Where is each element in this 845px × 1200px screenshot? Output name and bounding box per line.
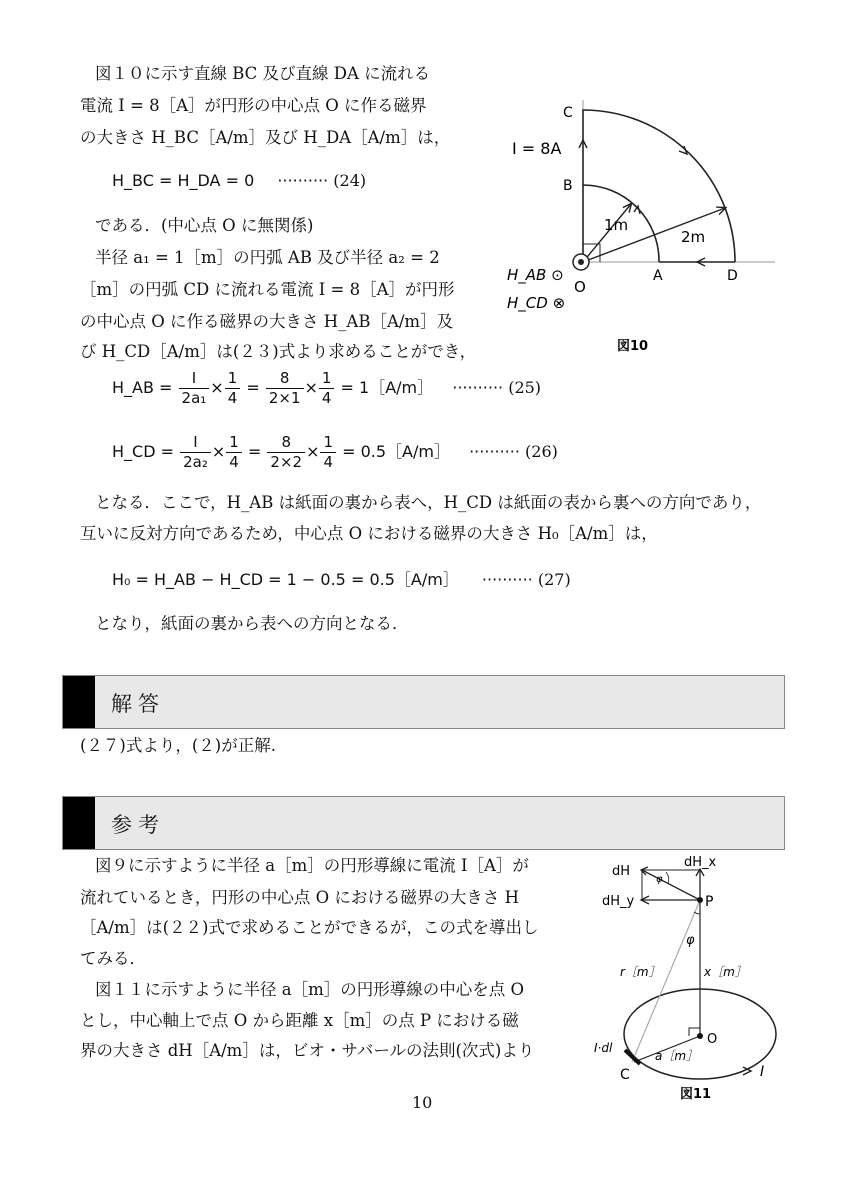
equation-26-rhs: = 0.5［A/m］: [342, 442, 450, 461]
fraction: $\frac{1}{4}$: [320, 434, 336, 471]
figure-10: [495, 85, 785, 370]
equation-25-rhs: = 1［A/m］: [340, 378, 434, 397]
para1-line3: の大きさ H_BC［A/m］及び H_DA［A/m］は，: [80, 128, 451, 147]
fig10-label-C: C: [563, 105, 573, 121]
figure-11: [590, 850, 790, 1110]
equation-25-number: (25): [508, 378, 542, 397]
fig10-caption: 図10: [617, 339, 649, 354]
ref-line3: ［A/m］は(２２)式で求めることができるが，この式を導出し: [80, 918, 539, 937]
section-header-bar: [63, 676, 95, 728]
fig11-label-Idl: I·dl: [594, 1041, 613, 1055]
equation-24-number: (24): [333, 171, 367, 190]
fraction: $\frac{1}{4}$: [319, 370, 335, 407]
line-r: [632, 900, 700, 1062]
equation-27-expr: H₀ = H_AB − H_CD = 1 − 0.5 = 0.5［A/m］: [112, 570, 459, 589]
equation-24-expr: H_BC = H_DA = 0: [112, 171, 255, 190]
fig10-label-A: A: [653, 268, 663, 284]
fraction: $\frac{8}{2\times 2}$: [267, 434, 305, 471]
section-header-reference: [62, 796, 785, 850]
ref-line4: てみる．: [80, 949, 146, 968]
answer-body: (２７)式より，(２)が正解.: [80, 736, 276, 755]
section-title-answer: 解答: [111, 692, 165, 716]
section-header-bar: [63, 797, 95, 849]
para3-line1: となる．ここで，H_AB は紙面の裏から表へ，H_CD は紙面の表から裏への方向であり，: [95, 493, 762, 512]
arc-AB-arrow: [634, 206, 640, 214]
section-header-answer: [62, 675, 785, 729]
fig11-label-P: P: [705, 894, 714, 910]
section-title-reference: 参考: [111, 813, 165, 837]
para3-line2: 互いに反対方向であるため，中心点 O における磁界の大きさ H₀［A/m］は，: [80, 524, 658, 543]
ref-line5: 図１１に示すように半径 a［m］の円形導線の中心を点 O: [95, 980, 524, 999]
fraction: $\frac{1}{4}$: [226, 434, 242, 471]
center-dot: [578, 259, 584, 265]
ref-line6: とし，中心軸上で点 O から距離 x［m］の点 P における磁: [80, 1011, 519, 1030]
fig10-label-current: I = 8A: [512, 139, 562, 158]
outer-arc-CD: [583, 110, 735, 262]
fig11-label-dHy: dH_y: [602, 894, 635, 909]
fig10-label-r1: 1m: [604, 216, 629, 234]
equation-24: [112, 171, 366, 190]
fig10-label-HAB: H_AB ⊙: [507, 266, 564, 284]
para4: となり，紙面の裏から表への方向となる．: [95, 614, 409, 633]
para1-line1: 図１０に示す直線 BC 及び直線 DA に流れる: [95, 64, 431, 83]
equation-24-dots: ··········: [277, 171, 329, 190]
para2-line2: 半径 a₁ = 1［m］の円弧 AB 及び半径 a₂ = 2: [95, 248, 440, 267]
fig10-label-O: O: [574, 278, 586, 296]
equation-27-dots: ··········: [481, 570, 533, 589]
fig11-label-I: I: [760, 1064, 765, 1080]
fig11-label-dH: dH: [612, 864, 631, 879]
fraction: $\frac{I}{\text{2a₁}}$: [179, 370, 210, 407]
equation-26-dots: ··········: [469, 442, 520, 461]
equation-25-lhs: H_AB =: [112, 378, 173, 397]
para1-line2: 電流 I = 8［A］が円形の中心点 O に作る磁界: [80, 96, 427, 115]
ref-line1: 図９に示すように半径 a［m］の円形導線に電流 I［A］が: [95, 856, 529, 875]
equation-26: H_CD = $\frac{I}{\text{2a₂}}$ × $\frac{1}{4}$ = $\frac{8}{2\times 2}$ × $\frac{1}{4}$ = 0.5［A/m］ ·········· (26): [112, 433, 558, 471]
fraction: $\frac{8}{2\times 1}$: [266, 370, 304, 407]
equation-25: H_AB = $\frac{I}{\text{2a₁}}$ × $\frac{1}{4}$ = $\frac{8}{2\times 1}$ × $\frac{1}{4}$ = 1［A/m］ ·········· (25): [112, 369, 542, 407]
fig11-label-phi-small: φ: [656, 874, 663, 885]
point-P: [697, 897, 703, 903]
page-number: 10: [412, 1093, 433, 1112]
fig11-label-x: x［m］: [704, 965, 747, 979]
fraction: $\frac{1}{4}$: [225, 370, 241, 407]
fig11-caption: 図11: [680, 1087, 712, 1102]
fig10-label-r2: 2m: [681, 228, 706, 246]
para2-line3: ［m］の円弧 CD に流れる電流 I = 8［A］が円形: [80, 280, 455, 299]
para2-line1: である．(中心点 O に無関係): [95, 216, 314, 235]
ref-line7: 界の大きさ dH［A/m］は，ビオ・サバールの法則(次式)より: [80, 1041, 535, 1060]
equation-27-number: (27): [537, 570, 571, 589]
fig10-label-B: B: [563, 178, 573, 194]
equation-26-lhs: H_CD =: [112, 442, 175, 461]
equation-26-number: (26): [525, 442, 558, 461]
fig11-label-phi: φ: [686, 933, 695, 948]
fig11-label-O: O: [707, 1032, 718, 1047]
fig10-label-D: D: [727, 268, 738, 284]
para2-line5: び H_CD［A/m］は(２３)式より求めることができ，: [80, 342, 477, 361]
fig11-label-r: r［m］: [620, 965, 661, 979]
point-O: [697, 1033, 703, 1039]
fig11-label-C: C: [620, 1067, 630, 1083]
fraction: $\frac{I}{\text{2a₂}}$: [180, 434, 211, 471]
equation-27: [112, 567, 571, 590]
para2-line4: の中心点 O に作る磁界の大きさ H_AB［A/m］及: [80, 312, 454, 331]
fig11-label-dHx: dH_x: [684, 855, 717, 870]
fig10-label-HCD: H_CD ⊗: [507, 294, 566, 312]
fig11-label-a: a［m］: [655, 1049, 699, 1063]
ref-line2: 流れているとき，円形の中心点 O における磁界の大きさ H: [80, 888, 519, 907]
equation-25-dots: ··········: [452, 378, 504, 397]
dH-vector: [642, 870, 700, 900]
